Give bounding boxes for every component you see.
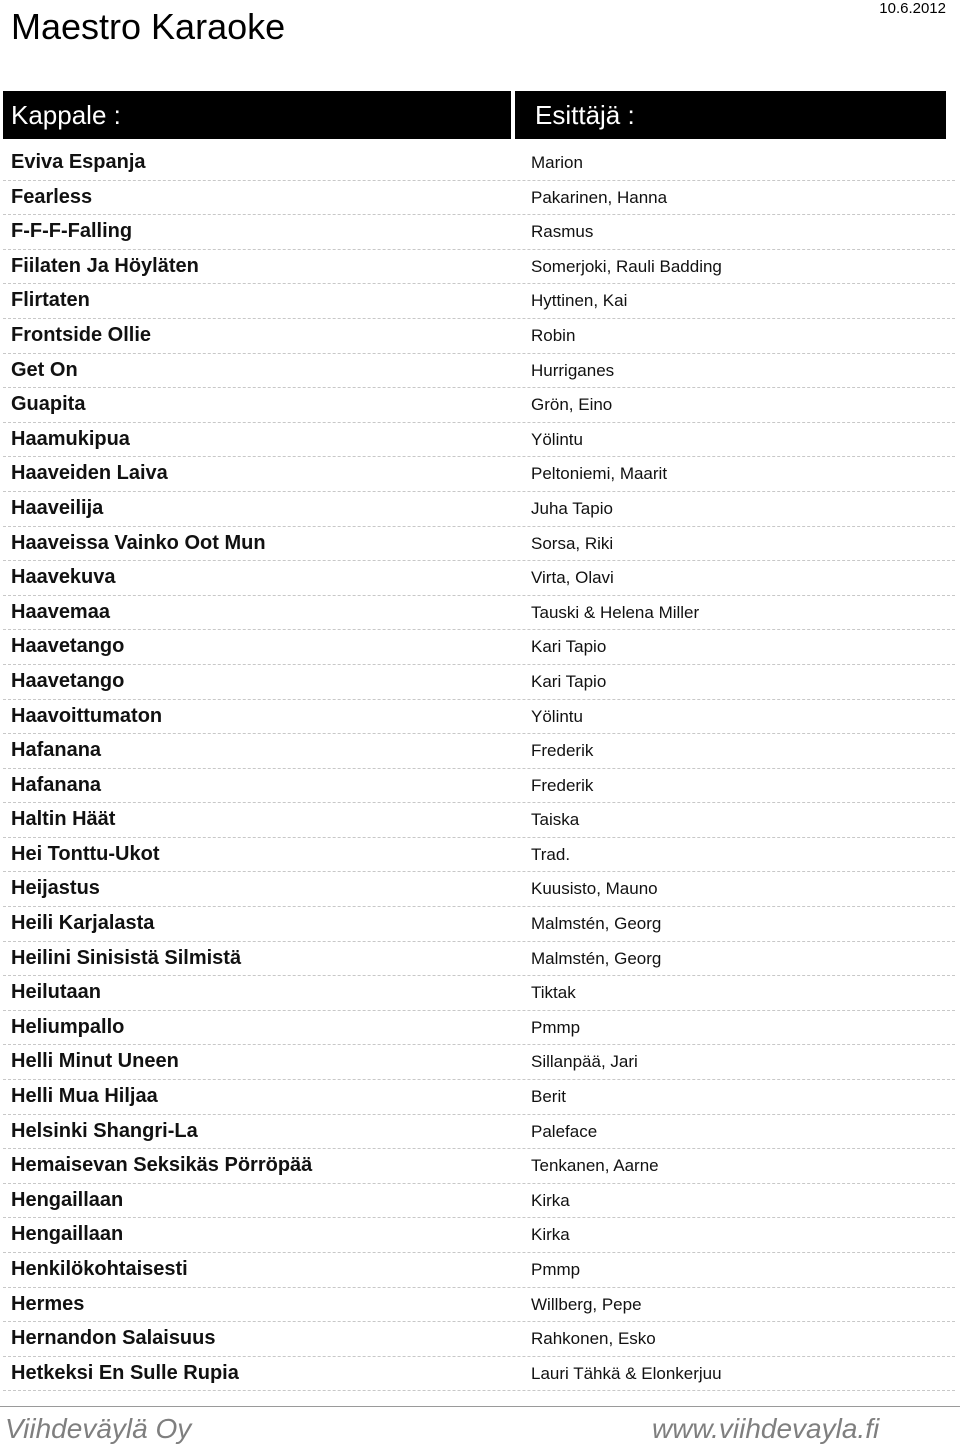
table-row: [3, 769, 955, 804]
footer-company: Viihdeväylä Oy: [5, 1413, 192, 1444]
song-title: Haaveilija: [11, 496, 104, 519]
song-title: Eviva Espanja: [11, 151, 146, 173]
artist-name: Taiska: [531, 810, 580, 830]
artist-name: Yölintu: [531, 429, 583, 449]
song-title: Hei Tonttu-Ukot: [11, 842, 160, 865]
artist-name: Pmmp: [531, 1260, 581, 1279]
table-row: [3, 561, 955, 596]
song-title: Heili Karjalasta: [11, 912, 155, 935]
artist-name: Juha Tapio: [531, 498, 613, 518]
table-row: [3, 146, 955, 181]
song-title: Haaveiden Laiva: [11, 462, 168, 485]
table-row: [3, 1045, 955, 1080]
table-row: [3, 665, 955, 700]
table-row: [3, 527, 955, 562]
song-title: Heilini Sinisistä Silmistä: [11, 946, 242, 969]
artist-name: Kirka: [531, 1225, 570, 1245]
table-row: [3, 457, 955, 492]
artist-name: Pmmp: [531, 1017, 581, 1037]
artist-name: Kari Tapio: [531, 671, 607, 691]
song-title: Hermes: [11, 1292, 85, 1315]
table-row: [3, 354, 955, 389]
artist-name: Tiktak: [531, 983, 576, 1003]
table-row: [3, 1149, 955, 1184]
artist-name: Kirka: [531, 1190, 570, 1210]
artist-name: Pakarinen, Hanna: [531, 187, 668, 207]
song-title: Fearless: [11, 185, 93, 208]
song-title: Frontside Ollie: [11, 323, 152, 346]
artist-name: Kuusisto, Mauno: [531, 879, 658, 899]
artist-name: Frederik: [531, 741, 594, 761]
table-row: [3, 1288, 955, 1323]
artist-name: Somerjoki, Rauli Badding: [531, 256, 722, 276]
song-title: Haavetango: [11, 635, 125, 658]
song-title: Hetkeksi En Sulle Rupia: [11, 1361, 239, 1384]
song-title: F-F-F-Falling: [11, 220, 133, 243]
artist-name: Malmstén, Georg: [531, 914, 662, 934]
table-row: [3, 872, 955, 907]
artist-name: Tauski & Helena Miller: [531, 602, 700, 622]
artist-name: Malmstén, Georg: [531, 948, 662, 968]
artist-name: Lauri Tähkä & Elonkerjuu: [531, 1363, 722, 1383]
column-header-artist: Esittäjä :: [515, 91, 946, 139]
artist-name: Kari Tapio: [531, 637, 607, 657]
song-title: Haltin Häät: [11, 808, 116, 831]
page-title: Maestro Karaoke: [11, 6, 286, 47]
artist-name: Rasmus: [531, 222, 594, 242]
song-title: Hemaisevan Seksikäs Pörröpää: [11, 1154, 313, 1177]
table-header: [3, 91, 946, 139]
table-row: [3, 907, 955, 942]
song-title: Get On: [11, 358, 78, 381]
song-title: Heijastus: [11, 877, 100, 900]
song-title: Hengaillaan: [11, 1223, 124, 1246]
table-row: [3, 700, 955, 735]
song-title: Heilutaan: [11, 981, 102, 1004]
artist-name: Sorsa, Riki: [531, 533, 614, 553]
song-title: Haaveissa Vainko Oot Mun: [11, 531, 266, 554]
table-row: [3, 630, 955, 665]
song-title: Haavemaa: [11, 600, 110, 623]
table-row: [3, 1357, 955, 1392]
artist-name: Yölintu: [531, 706, 583, 726]
document-date: 10.6.2012: [879, 0, 946, 17]
song-title: Henkilökohtaisesti: [11, 1258, 188, 1280]
song-title: Hafanana: [11, 773, 102, 796]
table-row: [3, 1115, 955, 1150]
footer-divider: [0, 1406, 960, 1407]
table-row: [3, 319, 955, 354]
table-row: [3, 976, 955, 1011]
artist-name: Robin: [531, 325, 576, 345]
table-row: [3, 942, 955, 977]
table-row: [3, 596, 955, 631]
table-row: [3, 1080, 955, 1115]
table-row: [3, 215, 955, 250]
song-title: Helsinki Shangri-La: [11, 1119, 198, 1142]
artist-name: Tenkanen, Aarne: [531, 1156, 659, 1176]
table-row: [3, 1253, 955, 1288]
song-title: Hernandon Salaisuus: [11, 1327, 216, 1350]
song-title: Fiilaten Ja Höyläten: [11, 254, 199, 277]
artist-name: Rahkonen, Esko: [531, 1329, 656, 1349]
song-title: Haavoittumaton: [11, 704, 163, 727]
song-title: Flirtaten: [11, 289, 90, 312]
table-row: [3, 1218, 955, 1253]
song-title: Helli Mua Hiljaa: [11, 1085, 158, 1108]
song-title: Hengaillaan: [11, 1188, 124, 1211]
table-row: [3, 1011, 955, 1046]
song-title: Hafanana: [11, 739, 102, 762]
column-header-song: Kappale :: [3, 91, 511, 139]
artist-name: Marion: [531, 153, 583, 172]
table-row: [3, 250, 955, 285]
song-title: Helli Minut Uneen: [11, 1050, 179, 1073]
artist-name: Frederik: [531, 775, 594, 795]
table-row: [3, 803, 955, 838]
song-title: Haavetango: [11, 669, 125, 692]
footer-website[interactable]: www.viihdevayla.fi: [652, 1413, 880, 1444]
table-row: [3, 838, 955, 873]
song-title: Haamukipua: [11, 427, 130, 450]
table-row: [3, 181, 955, 216]
artist-name: Paleface: [531, 1121, 598, 1141]
table-row: [3, 423, 955, 458]
table-row: [3, 492, 955, 527]
table-row: [3, 284, 955, 319]
artist-name: Hurriganes: [531, 360, 615, 380]
song-title: Heliumpallo: [11, 1015, 125, 1038]
table-row: [3, 1184, 955, 1219]
artist-name: Berit: [531, 1087, 566, 1107]
artist-name: Sillanpää, Jari: [531, 1052, 638, 1072]
table-row: [3, 1322, 955, 1357]
song-title: Haavekuva: [11, 566, 116, 589]
artist-name: Peltoniemi, Maarit: [531, 464, 668, 484]
artist-name: Trad.: [531, 844, 571, 864]
artist-name: Virta, Olavi: [531, 568, 614, 588]
song-list: [3, 146, 955, 1391]
artist-name: Grön, Eino: [531, 395, 613, 415]
artist-name: Willberg, Pepe: [531, 1294, 642, 1314]
artist-name: Hyttinen, Kai: [531, 291, 628, 311]
song-title: Guapita: [11, 393, 86, 416]
table-row: [3, 734, 955, 769]
table-row: [3, 388, 955, 423]
